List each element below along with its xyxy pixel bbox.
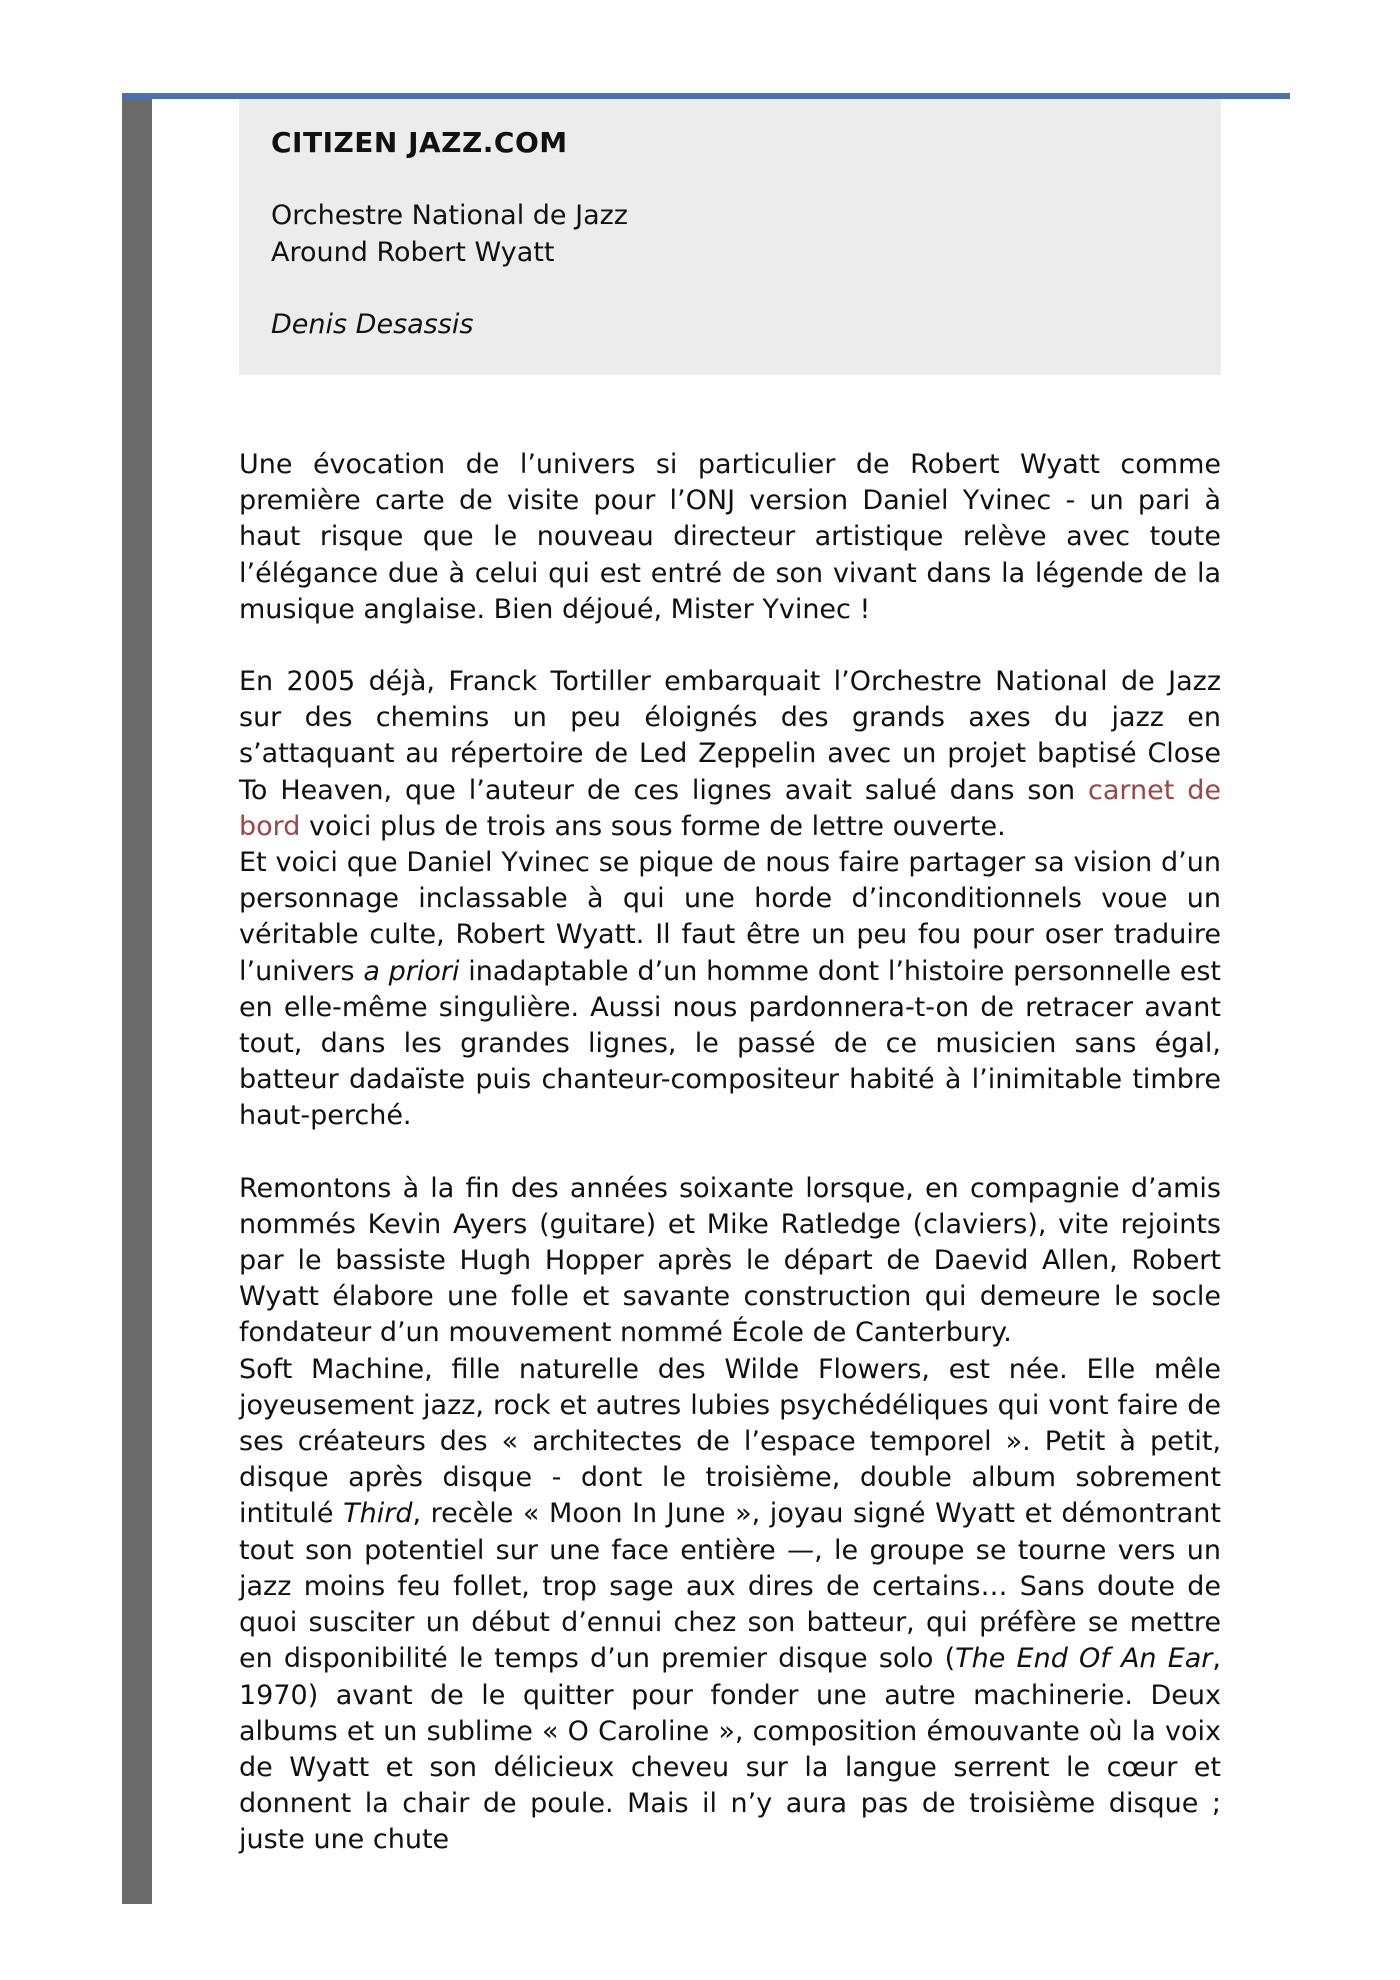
paragraph-yvinec — [239, 845, 1221, 1135]
paragraph-intro: Une évocation de l’univers si particulier de Robert Wyatt comme première carte de visite pour l’ONJ version Daniel Yvinec - un pari à haut risque que le nouveau directeur artistique relève avec toute l’élégance due à celui qui est entré de son vivant dans la légende de la musique anglaise. Bien déjoué, Mister Yvinec ! — [239, 449, 1221, 625]
paragraph-text: voici plus de trois ans sous forme de lettre ouverte. — [300, 810, 1006, 842]
carnet-de-bord-link[interactable]: carnet de bord — [239, 774, 1221, 842]
author-name: Denis Desassis — [271, 309, 474, 340]
article-header — [239, 99, 1221, 375]
paragraph-text: , 1970) avant de le quitter pour fonder une autre machinerie. Deux albums et un sublime « O Caroline », composition émouvante où la voix de Wyatt et son délicieux cheveu sur la langue serrent le cœur et donnent la chair de poule. Mais il n’y aura pas de troisième disque ; juste une chute — [239, 1643, 1222, 1856]
paragraph-text: , recèle « Moon In June », joyau signé Wyatt et démontrant tout son potentiel sur une face entière —, le groupe se tourne vers un jazz moins feu follet, trop sage aux dires de certains… Sans doute de quoi susciter un début d’ennui chez son batteur, qui préfère se mettre en disponibilité le temps d’un premier disque solo ( — [239, 1498, 1221, 1675]
paragraph-canterbury: Remontons à la fin des années soixante lorsque, en compagnie d’amis nommés Kevin Ayers (guitare) et Mike Ratledge (claviers), vite rejoints par le bassiste Hugh Hopper après le départ de Daevid Allen, Robert Wyatt élabore une folle et savante construction qui demeure le socle fondateur d’un mouvement nommé École de Canterbury. — [239, 1172, 1221, 1349]
article-body — [239, 447, 1221, 1859]
header-subtitle-album: Around Robert Wyatt — [271, 237, 555, 268]
paragraph-soft-machine — [239, 1352, 1221, 1859]
italic-text: a priori — [363, 955, 460, 987]
left-margin-bar — [122, 99, 152, 1904]
site-title: CITIZEN JAZZ.COM — [271, 126, 568, 159]
italic-album-end-of-an-ear: The End Of An Ear — [955, 1643, 1213, 1675]
paragraph-tortiller — [239, 664, 1221, 845]
header-subtitle-orchestra: Orchestre National de Jazz — [271, 200, 628, 231]
paragraph-text: inadaptable d’un homme dont l’histoire personnelle est en elle-même singulière. Aussi nous pardonnera-t-on de retracer avant tout, dans les grandes lignes, le passé de ce musicien sans égal, batteur dadaïste puis chanteur-compositeur habité à l’inimitable timbre haut-perché. — [239, 955, 1221, 1132]
italic-album-third: Third — [343, 1498, 413, 1530]
paragraph-text: En 2005 déjà, Franck Tortiller embarquait l’Orchestre National de Jazz sur des chemins un peu éloignés des grands axes du jazz en s’attaquant au répertoire de Led Zeppelin avec un projet baptisé Close To Heaven, que l’auteur de ces lignes avait salué dans son — [239, 666, 1221, 806]
paragraph-text: Soft Machine, fille naturelle des Wilde Flowers, est née. Elle mêle joyeusement jazz, rock et autres lubies psychédéliques qui vont faire de ses créateurs des « architectes de l’espace temporel ». Petit à petit, disque après disque - dont le troisième, double album sobrement intitulé — [239, 1353, 1221, 1530]
paragraph-text: Et voici que Daniel Yvinec se pique de nous faire partager sa vision d’un personnage inclassable à qui une horde d’inconditionnels voue un véritable culte, Robert Wyatt. Il faut être un peu fou pour oser traduire l’univers — [239, 847, 1221, 987]
